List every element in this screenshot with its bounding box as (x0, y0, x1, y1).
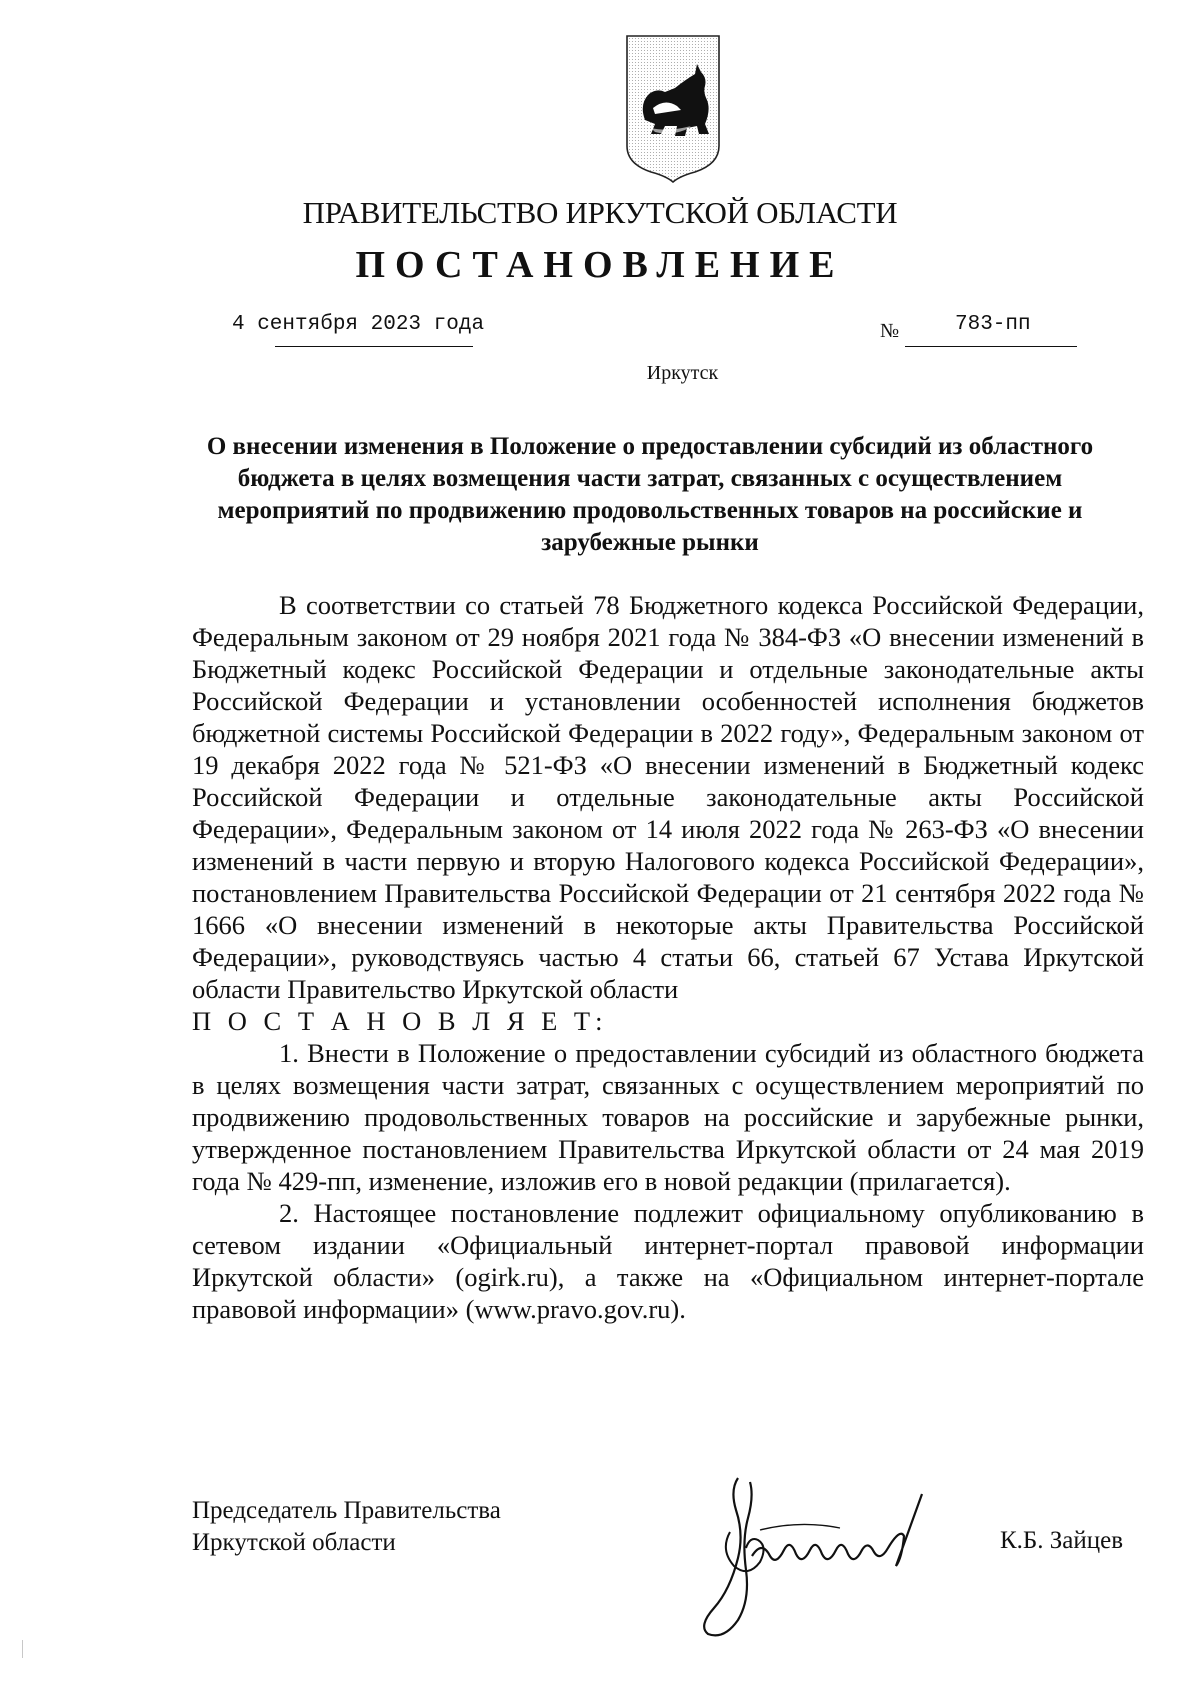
document-body (192, 589, 1144, 1325)
resolves-line: П О С Т А Н О В Л Я Е Т: (192, 1006, 608, 1036)
scan-edge-mark (22, 1640, 23, 1658)
date-underline (275, 346, 473, 347)
preamble-paragraph: В соответствии со статьей 78 Бюджетного кодекса Российской Федерации, Федеральным законом от 29 ноября 2021 года № 384-ФЗ «О внесении изменений в Бюджетный кодекс Российской Федерации и отдельные законодательные акты Российской Федерации и установлении особенностей исполнения бюджетов бюджетной системы Российской Федерации в 2022 году», Федеральным законом от 19 декабря 2022 года № 521-ФЗ «О внесении изменений в Бюджетный кодекс Российской Федерации и отдельные законодательные акты Российской Федерации», Федеральным законом от 14 июля 2022 года № 263-ФЗ «О внесении изменений в части первую и вторую Налогового кодекса Российской Федерации», постановлением Правительства Российской Федерации от 21 сентября 2022 года № 1666 «О внесении изменений в некоторые акты Правительства Российской Федерации», руководствуясь частью 4 статьи 66, статьей 67 Устава Иркутской области Правительство Иркутской области (192, 590, 1144, 1004)
signatory-role (192, 1495, 501, 1559)
signature-icon (690, 1470, 960, 1640)
coat-of-arms-icon (625, 34, 721, 184)
signatory-name: К.Б. Зайцев (1000, 1527, 1124, 1554)
item-paragraph: 2. Настоящее постановление подлежит официальному опубликованию в сетевом издании «Официальный интернет-портал правовой информации Иркутской области» (ogirk.ru), а также на «Официальном интернет-портале правовой информации» (www.pravo.gov.ru). (192, 1198, 1144, 1324)
number-sign: № (880, 320, 900, 342)
signatory-role-line: Иркутской области (192, 1529, 396, 1556)
organization-title: ПРАВИТЕЛЬСТВО ИРКУТСКОЙ ОБЛАСТИ (302, 195, 898, 230)
number-underline (905, 346, 1077, 347)
document-type-heading: ПОСТАНОВЛЕНИЕ (355, 244, 845, 286)
document-date: 4 сентября 2023 года (232, 313, 485, 336)
signatory-role-line: Председатель Правительства (192, 1497, 501, 1524)
document-subject: О внесении изменения в Положение о предоставлении субсидий из областного бюджета в целях возмещения части затрат, связанных с осуществлением мероприятий по продвижению продовольственных товаров на российские и зарубежные рынки (206, 433, 1094, 556)
document-number: 783-пп (955, 313, 1031, 336)
document-city: Иркутск (646, 362, 719, 384)
item-paragraph: 1. Внести в Положение о предоставлении субсидий из областного бюджета в целях возмещения части затрат, связанных с осуществлением мероприятий по продвижению продовольственных товаров на российские и зарубежные рынки, утвержденное постановлением Правительства Иркутской области от 24 мая 2019 года № 429-пп, изменение, изложив его в новой редакции (прилагается). (192, 1038, 1144, 1196)
